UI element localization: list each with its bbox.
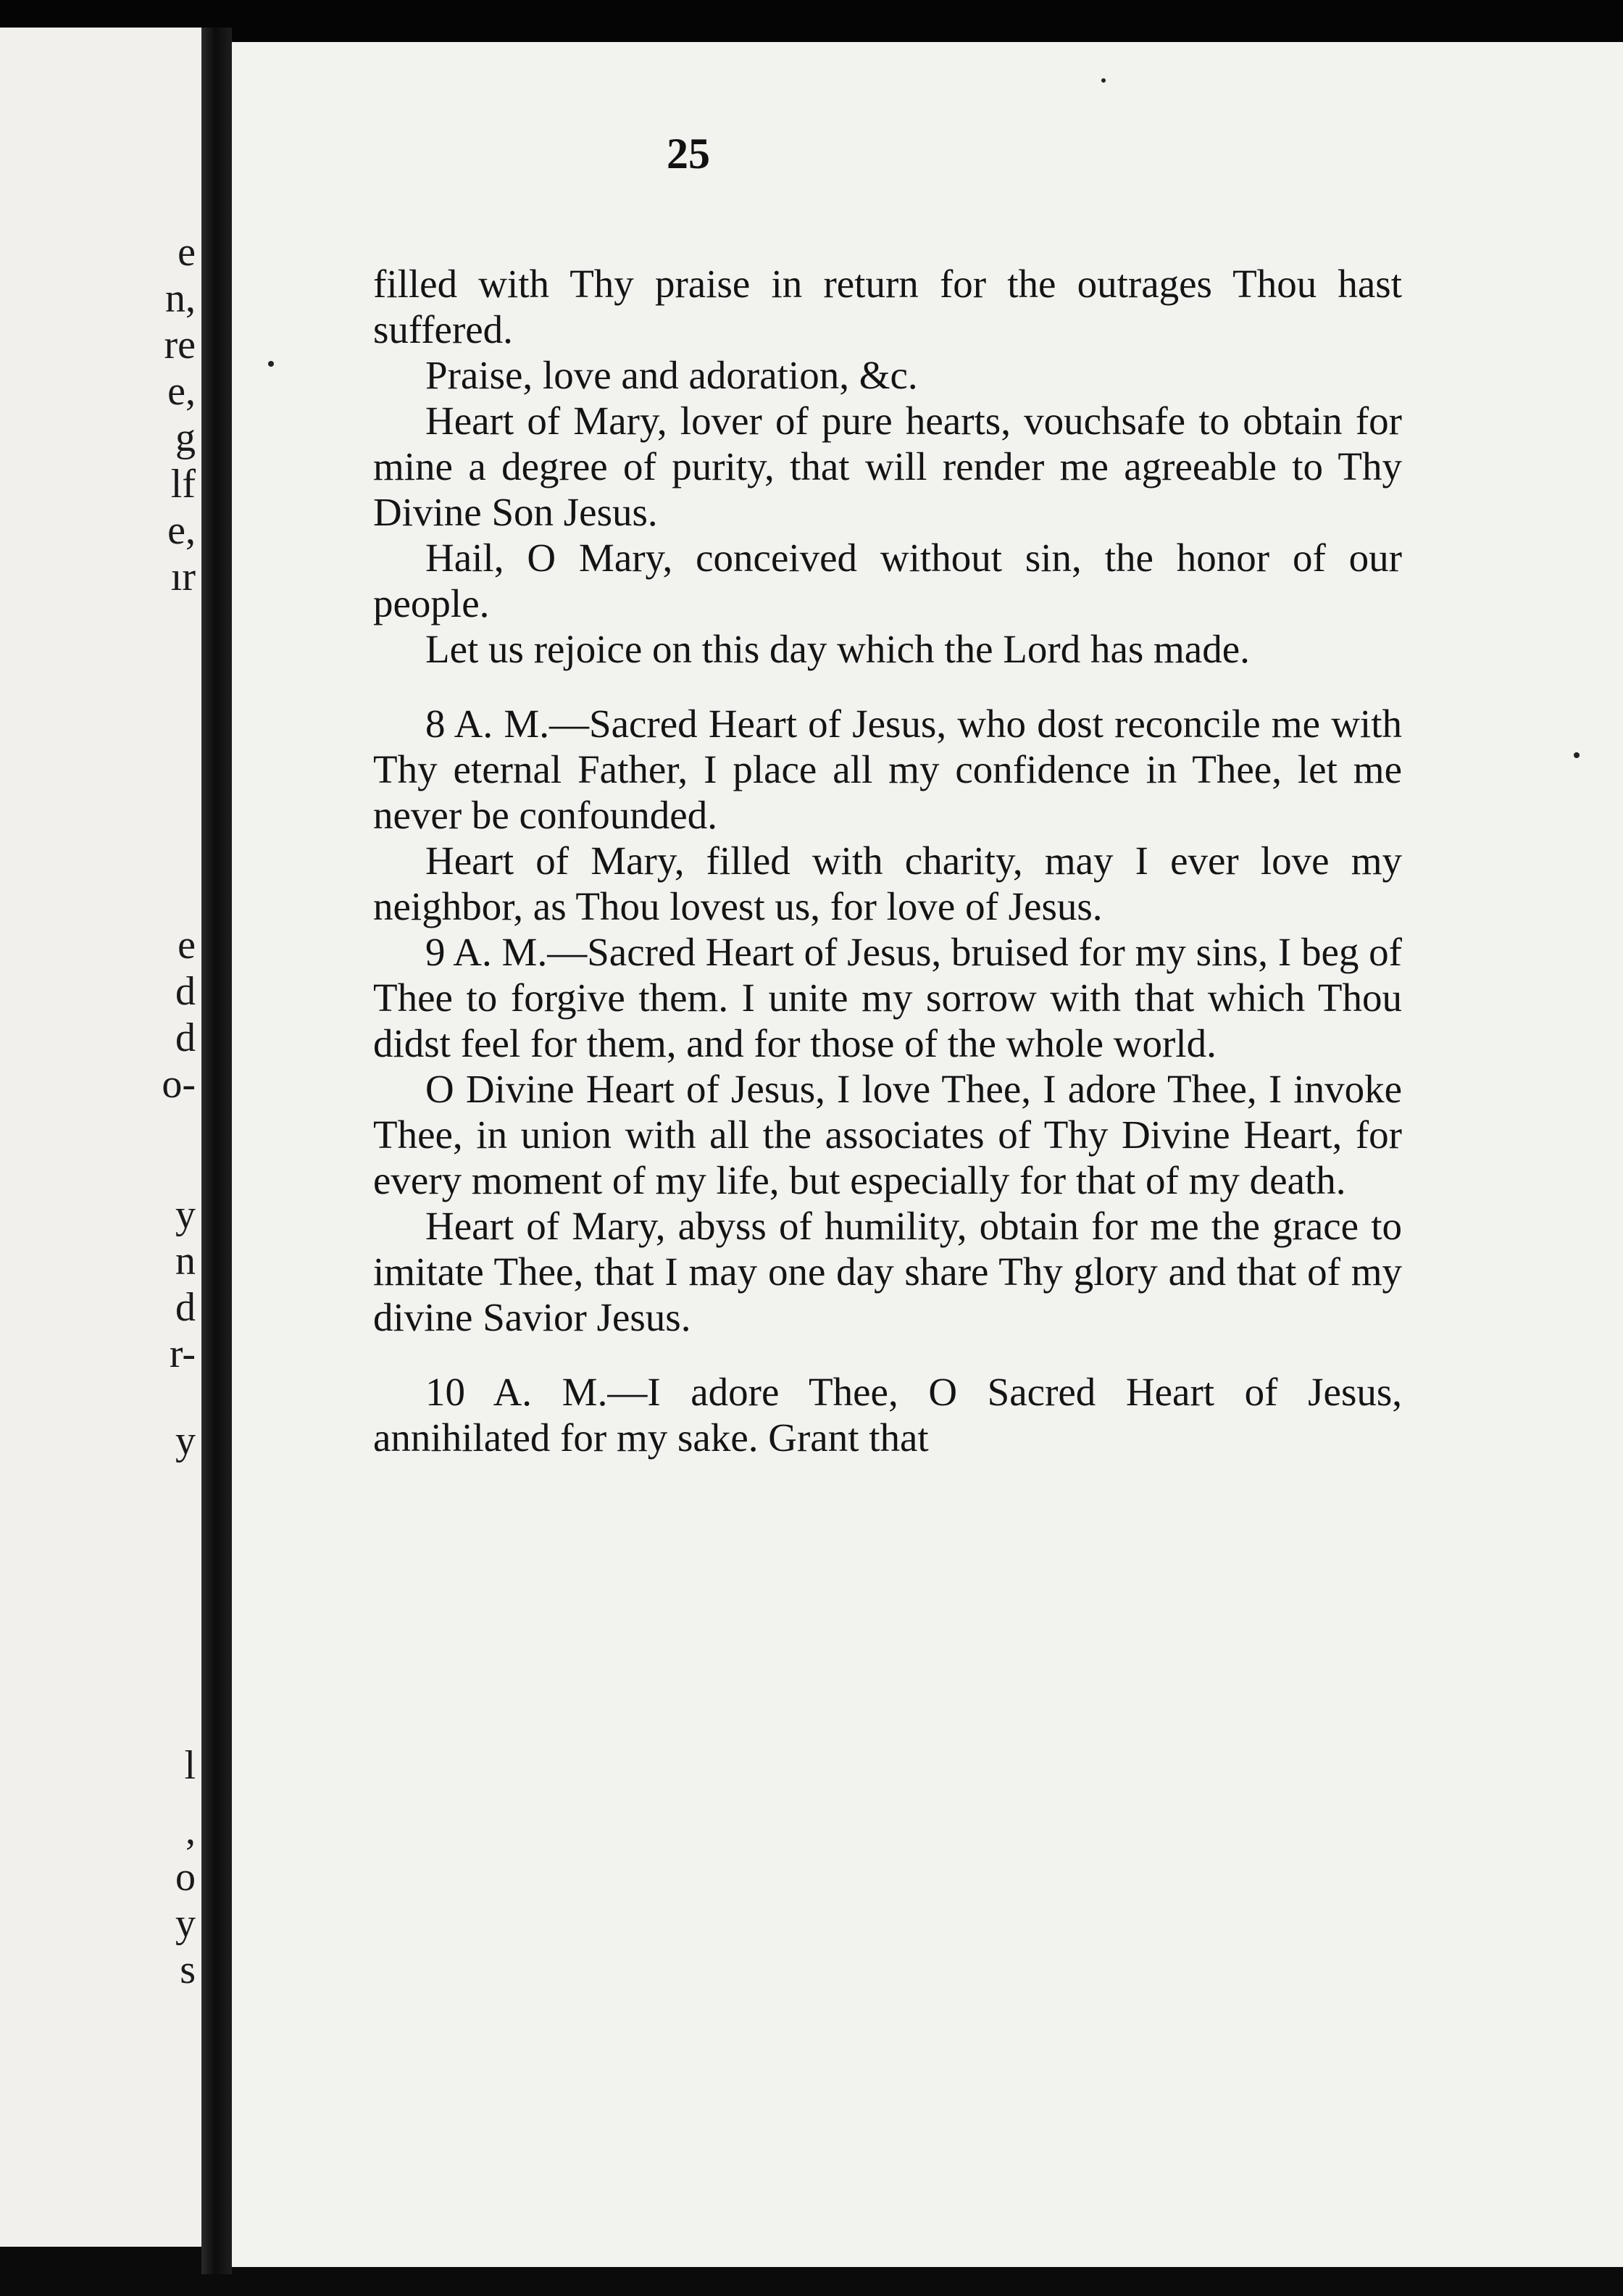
previous-page-fragment: s [180, 1947, 196, 1992]
paragraph: Praise, love and adoration, &c. [425, 353, 918, 397]
paragraph: Heart of Mary, lover of pure hearts, vouchsafe to obtain for mine a degree of purity, that will render me agreeable to Thy Divine Son Jesus. [373, 399, 1402, 534]
paragraph: Let us rejoice on this day which the Lord has made. [425, 627, 1250, 671]
ink-speck [1101, 78, 1106, 83]
paragraph: Heart of Mary, filled with charity, may I ever love my neighbor, as Thou lovest us, for love of Jesus. [373, 839, 1402, 928]
previous-page-fragment: r- [169, 1331, 196, 1376]
previous-page-fragment: o- [162, 1062, 196, 1107]
paragraph: Heart of Mary, abyss of humility, obtain for me the grace to imitate Thee, that I may one day share Thy glory and that of my divine Savior Jesus. [373, 1204, 1402, 1339]
previous-page-fragment: e, [167, 369, 196, 414]
body-text [373, 261, 1402, 1460]
paragraph: 9 A. M.—Sacred Heart of Jesus, bruised for my sins, I beg of Thee to forgive them. I unite my sorrow with that which Thou didst feel for them, and for those of the whole world. [373, 930, 1402, 1065]
previous-page-fragment: e [178, 923, 196, 968]
previous-page-fragment: d [175, 969, 196, 1014]
previous-page-fragment: ır [170, 554, 196, 599]
book-spine-gutter [201, 28, 232, 2274]
ink-speck [268, 361, 274, 367]
previous-page-fragment: g [175, 415, 196, 460]
previous-page-fragment: y [175, 1418, 196, 1463]
previous-page-fragment: n [175, 1239, 196, 1284]
previous-page-fragment: y [175, 1901, 196, 1946]
previous-page-edge [0, 28, 201, 2247]
paragraph: filled with Thy praise in return for the outrages Thou hast suffered. [373, 262, 1402, 352]
previous-page-fragment: o [175, 1855, 196, 1900]
previous-page-fragment: e [178, 230, 196, 275]
previous-page-fragment: y [175, 1192, 196, 1237]
ink-speck [1574, 752, 1580, 758]
page-number: 25 [667, 130, 710, 178]
previous-page-fragment: d [175, 1285, 196, 1330]
previous-page-fragment: d [175, 1015, 196, 1060]
paragraph: 8 A. M.—Sacred Heart of Jesus, who dost reconcile me with Thy eternal Father, I place all my confidence in Thee, let me never be confounded. [373, 702, 1402, 837]
paragraph: O Divine Heart of Jesus, I love Thee, I adore Thee, I invoke Thee, in union with all the associates of Thy Divine Heart, for every moment of my life, but especially for that of my death. [373, 1067, 1402, 1202]
previous-page-fragment: n, [165, 276, 196, 321]
previous-page-fragment: l [184, 1743, 196, 1788]
previous-page-fragment: lf [170, 462, 196, 507]
previous-page-fragment: e, [167, 508, 196, 553]
paragraph: 10 A. M.—I adore Thee, O Sacred Heart of Jesus, annihilated for my sake. Grant that [373, 1370, 1402, 1460]
previous-page-fragment: , [185, 1808, 196, 1853]
previous-page-fragment: re [164, 323, 196, 367]
paragraph: Hail, O Mary, conceived without sin, the honor of our people. [373, 536, 1402, 625]
